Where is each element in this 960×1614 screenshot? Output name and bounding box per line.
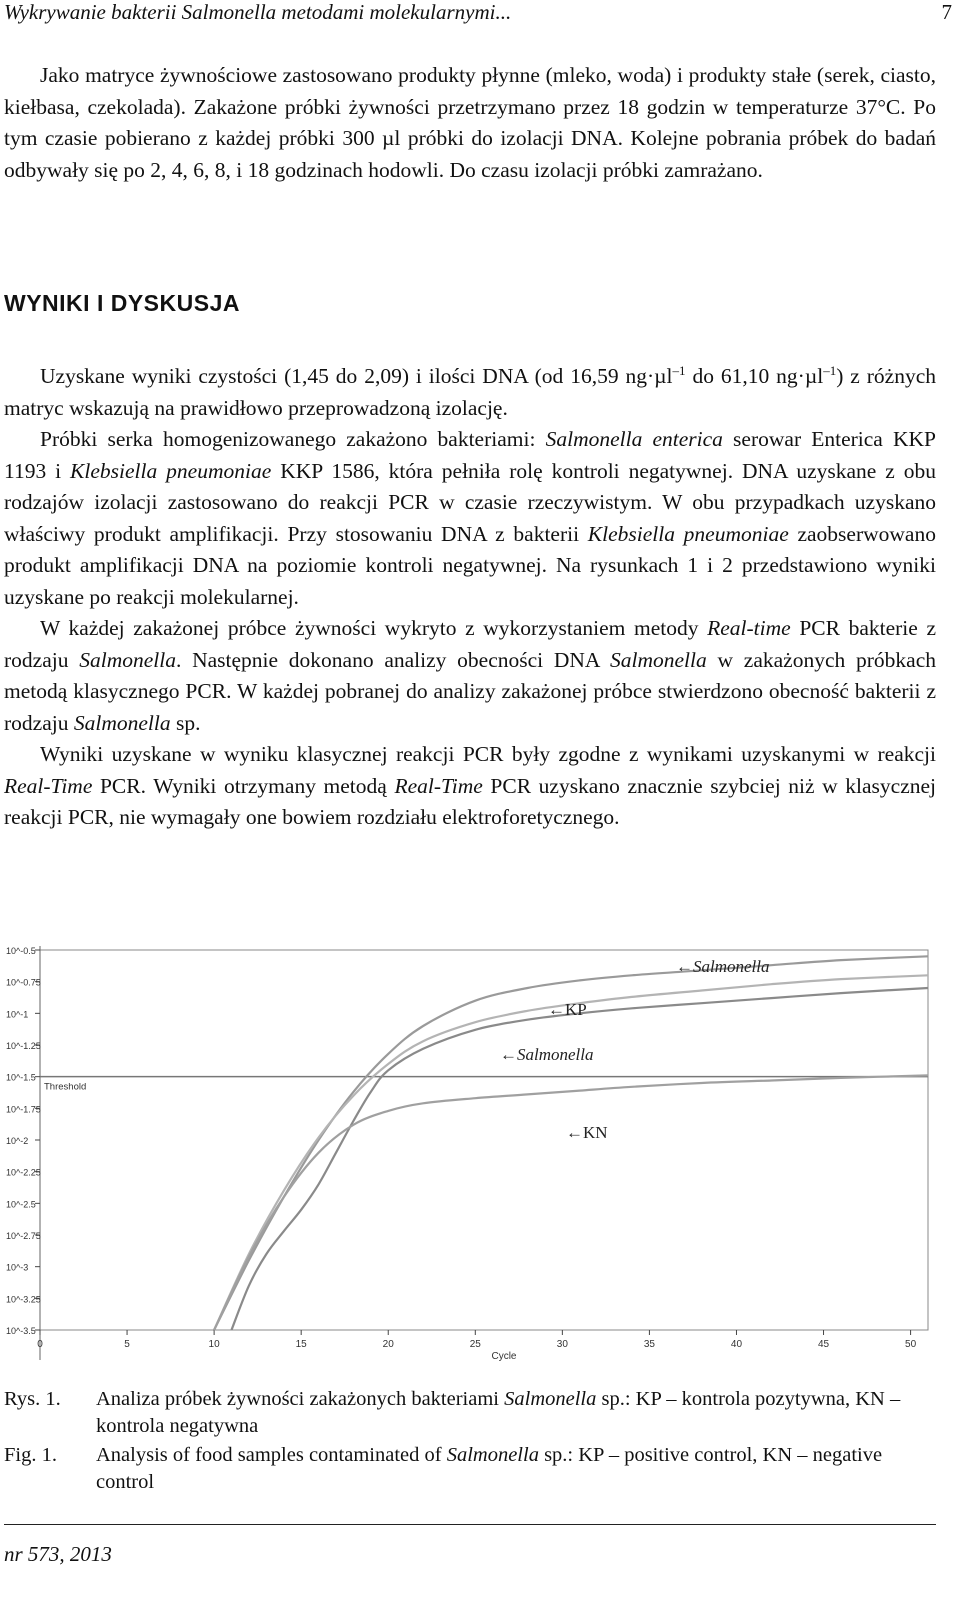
- y-tick-label: 10^-0.5: [6, 946, 36, 956]
- text-span: serowar Enterica KKP 1193 i: [4, 427, 936, 483]
- x-tick-label: 20: [382, 1339, 394, 1350]
- y-tick-label: 10^-1.25: [6, 1041, 41, 1051]
- italic-species: Salmonella: [446, 1444, 539, 1466]
- text-span: w zakażonych próbkach metodą klasycznego PCR. W każdej pobranej do analizy zakażonej próbce stwierdzono obecność bakterii z rodzaju: [4, 647, 936, 735]
- text-span: sp.: KP – kontrola pozytywna, KN – kontrola negatywna: [96, 1388, 901, 1437]
- running-header: [4, 0, 956, 34]
- text-span: Analysis of food samples contaminated of: [96, 1444, 447, 1466]
- italic-term: Real-Time: [394, 773, 483, 798]
- italic-species: Klebsiella pneumoniae: [70, 458, 272, 483]
- x-tick-label: 30: [556, 1339, 568, 1350]
- plot-frame: [40, 950, 928, 1330]
- text-span: Analiza próbek żywności zakażonych bakteriami: [96, 1388, 505, 1410]
- y-tick-label: 10^-1: [6, 1009, 29, 1020]
- italic-species: Salmonella: [610, 647, 707, 672]
- x-tick-label: 10: [208, 1339, 220, 1350]
- x-tick-label: 25: [469, 1339, 481, 1350]
- y-tick-label: 10^-1.75: [6, 1104, 41, 1115]
- text-span: Wyniki uzyskane w wyniku klasycznej reakcji PCR były zgodne z wynikami uzyskanymi w reakcji: [40, 742, 936, 767]
- italic-species: Salmonella: [73, 710, 171, 735]
- x-axis-label: Cycle: [491, 1351, 517, 1362]
- text-span: PCR. Wyniki otrzymany metodą: [92, 773, 395, 798]
- series-line-4: [214, 1075, 928, 1330]
- pcr-chart: [0, 938, 940, 1370]
- threshold-label: Threshold: [44, 1081, 87, 1093]
- series-line-2: [214, 975, 928, 1330]
- text-span: sp.: [170, 710, 201, 735]
- intro-text: Jako matryce żywnościowe zastosowano produkty płynne (mleko, woda) i produkty stałe (serek, ciasto, kiełbasa, czekolada). Zakażone próbki żywności przetrzymano przez 18 godzin w temperaturze 37°C. Po tym czasie pobierano z każdej próbki 300 µl próbki do izolacji DNA. Kolejne pobrania próbek do badań odbywały się po 2, 4, 6, 8, i 18 godzinach hodowli. Do czasu izolacji próbki zamrażano.: [4, 63, 936, 182]
- curve-annotation: ←KN: [566, 1123, 608, 1142]
- text-span: PCR uzyskano znacznie szybciej niż w klasycznej reakcji PCR, nie wymagały one bowiem rozdziału elektroforetycznego.: [4, 773, 937, 830]
- italic-term: Real-Time: [4, 773, 93, 798]
- x-tick-label: 40: [730, 1339, 743, 1350]
- x-tick-label: 15: [295, 1339, 307, 1350]
- x-tick-label: 0: [37, 1339, 43, 1350]
- y-tick-label: 10^-2.75: [6, 1231, 41, 1241]
- caption-polish: [4, 1386, 936, 1442]
- x-tick-label: 5: [124, 1339, 130, 1350]
- italic-species: Salmonella: [79, 647, 176, 672]
- section-heading: WYNIKI I DYSKUSJA: [4, 290, 240, 316]
- caption-label-fig: Fig. 1.: [4, 1444, 57, 1466]
- italic-species: Salmonella: [504, 1388, 597, 1410]
- x-tick-label: 45: [817, 1339, 830, 1350]
- y-tick-label: 10^-3: [6, 1262, 29, 1273]
- results-paragraph-2: [4, 424, 936, 613]
- x-tick-label: 50: [905, 1339, 917, 1350]
- text-span: zaobserwowano produkt amplifikacji DNA na poziomie kontroli negatywnej. Na rysunkach 1 i 2 przedstawiono wyniki uzyskane po reakcji molekularnej.: [4, 521, 936, 609]
- y-tick-label: 10^-2.5: [6, 1199, 36, 1210]
- italic-term: Real-time: [707, 616, 791, 641]
- text-span: PCR bakterie z rodzaju: [4, 616, 936, 672]
- series-line-3: [232, 988, 929, 1330]
- caption-text-fig: [96, 1442, 932, 1496]
- y-tick-label: 10^-0.75: [6, 977, 41, 988]
- text-span: Uzyskane wyniki czystości (1,45 do 2,09) i ilości DNA (od 16,59 ng·µl: [40, 364, 673, 389]
- text-span: do 61,10 ng·µl: [685, 364, 824, 389]
- footer-issue: nr 573, 2013: [4, 1542, 112, 1566]
- y-tick-label: 10^-2: [6, 1136, 29, 1146]
- y-tick-label: 10^-3.5: [6, 1326, 36, 1336]
- text-span: W każdej zakażonej próbce żywności wykryto z wykorzystaniem metody: [40, 616, 708, 641]
- intro-paragraph: [4, 60, 936, 186]
- caption-text-rys: [96, 1386, 932, 1440]
- page-number: 7: [941, 0, 952, 24]
- y-tick-label: 10^-2.25: [6, 1167, 41, 1178]
- curve-annotation: ←Salmonella: [676, 957, 770, 976]
- results-paragraph-3: [4, 613, 936, 739]
- text-span: . Następnie dokonano analizy obecności DNA: [175, 647, 611, 672]
- italic-species: Klebsiella pneumoniae: [587, 521, 789, 546]
- y-tick-label: 10^-1.5: [6, 1072, 36, 1083]
- text-span: ) z różnych matryc wskazują na prawidłowo przeprowadzoną izolację.: [4, 364, 936, 420]
- text-span: sp.: KP – positive control, KN – negative control: [96, 1444, 883, 1493]
- superscript: –1: [823, 363, 837, 378]
- caption-label-rys: Rys. 1.: [4, 1388, 61, 1410]
- footer-rule: [4, 1524, 936, 1525]
- results-text: [4, 355, 936, 834]
- curve-annotation: ←Salmonella: [500, 1045, 594, 1064]
- caption-english: [4, 1442, 936, 1498]
- superscript: –1: [672, 363, 686, 378]
- results-paragraph-4: [4, 739, 936, 834]
- y-tick-label: 10^-3.25: [6, 1294, 41, 1305]
- running-title: Wykrywanie bakterii Salmonella metodami molekularnymi...: [4, 0, 512, 24]
- pcr-chart-svg: [0, 938, 940, 1370]
- results-paragraph-1: [4, 355, 936, 424]
- italic-species: Salmonella enterica: [545, 427, 723, 452]
- text-span: KKP 1586, która pełniła rolę kontroli negatywnej. DNA uzyskane z obu rodzajów izolacji zastosowano do reakcji PCR w czasie rzeczywistym. W obu przypadkach uzyskano właściwy produkt amplifikacji. Przy stosowaniu DNA z bakterii: [4, 458, 936, 546]
- curve-annotation: ←KP: [548, 1000, 587, 1019]
- x-tick-label: 35: [643, 1339, 655, 1350]
- text-span: Próbki serka homogenizowanego zakażono bakteriami:: [40, 427, 546, 452]
